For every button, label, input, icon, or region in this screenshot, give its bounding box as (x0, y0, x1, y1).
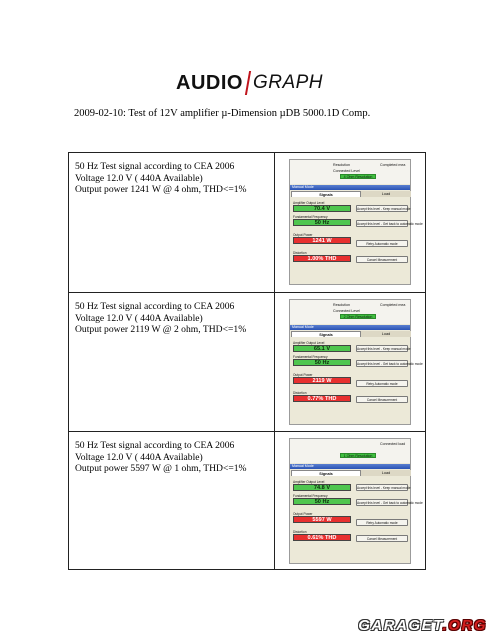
distortion-meter (293, 530, 351, 541)
meter-label: Distortion (293, 391, 307, 395)
frequency-meter (293, 215, 351, 226)
retry-automatic-button: Retry Automatic mode (356, 240, 408, 247)
shot-label: Connected load (380, 442, 406, 446)
tab-load: Load (361, 331, 411, 337)
output-level-meter (293, 341, 351, 352)
meter-label: Fundamental Frequency (293, 215, 328, 219)
logo-separator (245, 71, 251, 95)
audiograph-logo (176, 70, 326, 96)
test-subtitle: 2009-02-10: Test of 12V amplifier µ-Dimension µDB 5000.1D Comp. (74, 108, 371, 119)
meter-label: Output Power (293, 512, 313, 516)
meter-value: 74.8 V (293, 484, 351, 491)
tab-signals: Signals (291, 331, 361, 337)
output-power-meter (293, 233, 351, 244)
meter-label: Output Power (293, 373, 313, 377)
signal-line: 50 Hz Test signal according to CEA 2006 (75, 440, 235, 451)
window-title: Manual Mode (290, 464, 410, 469)
meter-value: 65.1 V (293, 345, 351, 352)
row-description (69, 153, 275, 292)
meter-label: Amplifier Output Level (293, 341, 325, 345)
power-line: Output power 5597 W @ 1 ohm, THD<=1% (75, 463, 247, 474)
meter-value: 1241 W (293, 237, 351, 244)
cancel-measurement-button: Cancel Measurement (356, 396, 408, 403)
row-screenshot-cell (275, 293, 425, 431)
accept-keep-manual-button: Accept this level - Keep manual mode (357, 486, 411, 490)
frequency-meter (293, 355, 351, 366)
meter-label: Fundamental Frequency (293, 355, 328, 359)
measurement-screenshot (289, 159, 423, 285)
output-level-meter (293, 480, 351, 491)
row-screenshot-cell (275, 432, 425, 569)
distortion-meter (293, 391, 351, 402)
row-description (69, 432, 275, 569)
accept-keep-manual-button: Accept this level - Keep manual mode (357, 347, 411, 351)
accept-keep-manual-button: Accept this level - Keep manual mode (357, 207, 411, 211)
watermark-main: GARAGET (358, 617, 443, 634)
shot-label: Resolution (333, 163, 350, 167)
tab-bar (291, 331, 411, 337)
meter-value: 0.77% THD (293, 395, 351, 402)
meter-label: Distortion (293, 251, 307, 255)
accept-automatic-button: Accept this level - Get back to automatic mode (357, 222, 423, 226)
meter-value: 0.61% THD (293, 534, 351, 541)
status-badge: 1 Ohm Resolution (340, 453, 376, 458)
accept-automatic-button: Accept this level - Get back to automatic mode (357, 362, 423, 366)
meter-label: Distortion (293, 530, 307, 534)
retry-automatic-button: Retry Automatic mode (356, 519, 408, 526)
signal-line: 50 Hz Test signal according to CEA 2006 (75, 301, 235, 312)
output-power-meter (293, 373, 351, 384)
watermark-suffix: .ORG (442, 617, 487, 634)
meter-value: 50 Hz (293, 359, 351, 366)
shot-label: Completed mea (380, 303, 406, 307)
cancel-measurement-button: Cancel Measurement (356, 256, 408, 263)
shot-label: Resolution (333, 303, 350, 307)
shot-label: Connected Level (333, 169, 360, 173)
power-line: Output power 1241 W @ 4 ohm, THD<=1% (75, 184, 247, 195)
power-line: Output power 2119 W @ 2 ohm, THD<=1% (75, 324, 247, 335)
window-title: Manual Mode (290, 185, 410, 190)
status-badge: 4 Ohm Resolution (340, 174, 376, 179)
tab-load: Load (361, 191, 411, 197)
tab-signals: Signals (291, 191, 361, 197)
logo-right: GRAPH (252, 72, 324, 93)
meter-value: 2119 W (293, 377, 351, 384)
status-badge: 2 Ohm Resolution (340, 314, 376, 319)
voltage-line: Voltage 12.0 V ( 440A Available) (75, 172, 203, 184)
results-table (68, 152, 426, 570)
output-power-meter (293, 512, 351, 523)
meter-value: 5597 W (293, 516, 351, 523)
signal-line: 50 Hz Test signal according to CEA 2006 (75, 161, 235, 172)
tab-load: Load (361, 470, 411, 476)
meter-value: 50 Hz (293, 498, 351, 505)
frequency-meter (293, 494, 351, 505)
voltage-line: Voltage 12.0 V ( 440A Available) (75, 312, 203, 324)
measurement-screenshot (289, 438, 423, 564)
tab-signals: Signals (291, 470, 361, 476)
meter-value: 1.00% THD (293, 255, 351, 262)
meter-label: Output Power (293, 233, 313, 237)
meter-label: Amplifier Output Level (293, 480, 325, 484)
meter-label: Fundamental Frequency (293, 494, 328, 498)
accept-automatic-button: Accept this level - Get back to automatic mode (357, 501, 423, 505)
window-title: Manual Mode (290, 325, 410, 330)
garaget-watermark (358, 617, 487, 634)
shot-label: Completed mea (380, 163, 406, 167)
table-row (69, 293, 425, 432)
meter-value: 50 Hz (293, 219, 351, 226)
tab-bar (291, 191, 411, 197)
row-screenshot-cell (275, 153, 425, 292)
table-row (69, 153, 425, 293)
meter-value: 70.4 V (293, 205, 351, 212)
table-row (69, 432, 425, 569)
tab-bar (291, 470, 411, 476)
measurement-screenshot (289, 299, 423, 425)
cancel-measurement-button: Cancel Measurement (356, 535, 408, 542)
logo-left: AUDIO (176, 71, 243, 94)
meter-label: Amplifier Output Level (293, 201, 325, 205)
output-level-meter (293, 201, 351, 212)
voltage-line: Voltage 12.0 V ( 440A Available) (75, 451, 203, 463)
shot-label: Connected Level (333, 309, 360, 313)
retry-automatic-button: Retry Automatic mode (356, 380, 408, 387)
distortion-meter (293, 251, 351, 262)
row-description (69, 293, 275, 431)
